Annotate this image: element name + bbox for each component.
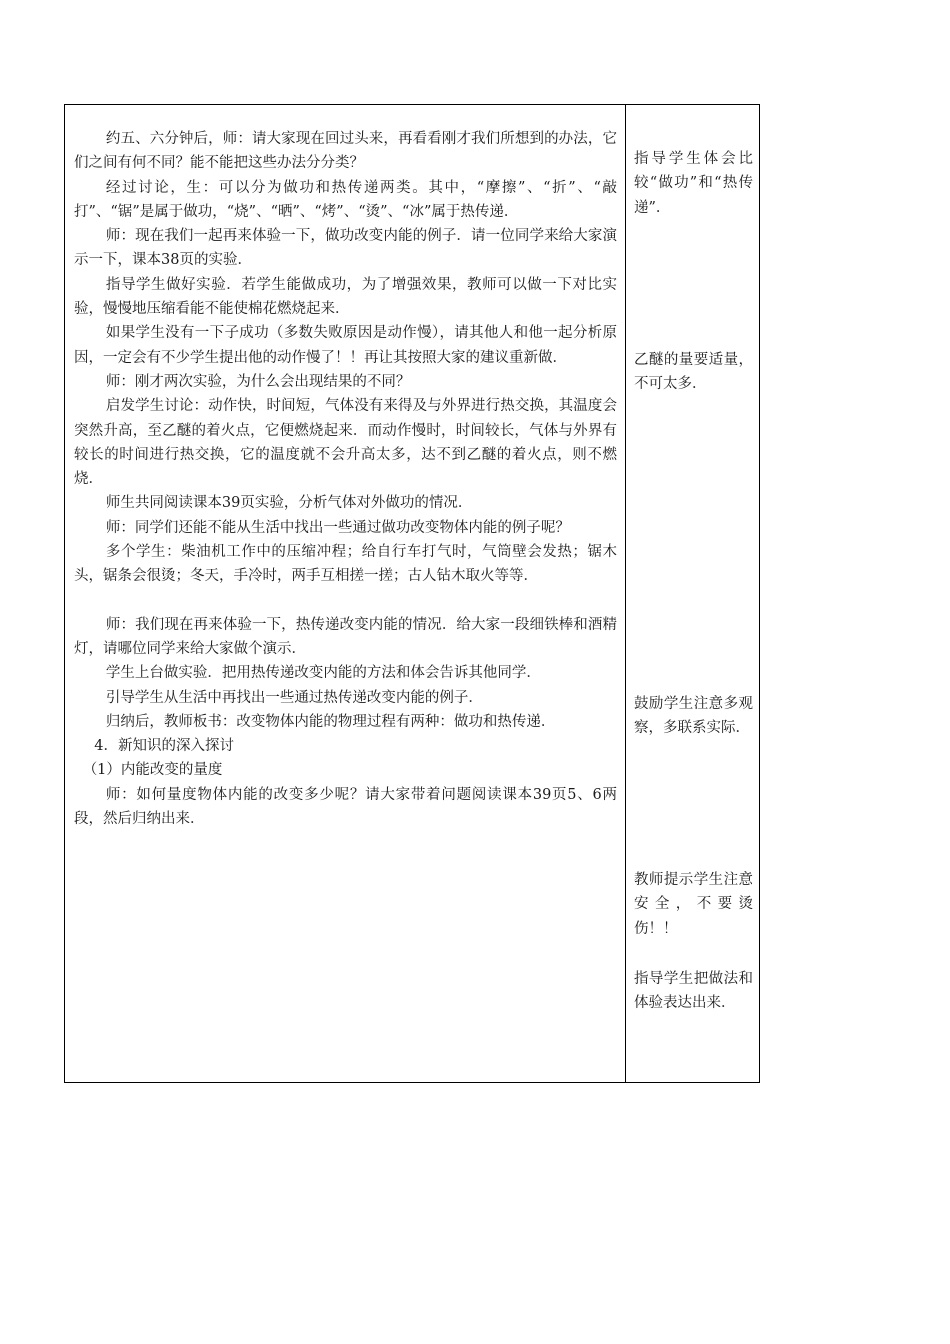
paragraph: 多个学生：柴油机工作中的压缩冲程；给自行车打气时，气筒壁会发热；锯木头，锯条会很烫；冬天，手冷时，两手互相搓一搓；古人钻木取火等等． bbox=[74, 544, 617, 585]
section-heading: 4．新知识的深入探讨 bbox=[94, 738, 235, 755]
side-note: 鼓励学生注意多观察，多联系实际． bbox=[634, 696, 753, 737]
side-note: 乙醚的量要适量，不可太多． bbox=[634, 352, 753, 393]
paragraph: 师：现在我们一起再来体验一下，做功改变内能的例子．请一位同学来给大家演示一下，课本38页的实验． bbox=[74, 228, 617, 269]
paragraph: 如果学生没有一下子成功（多数失败原因是动作慢），请其他人和他一起分析原因，一定会有不少学生提出他的动作慢了！！再让其按照大家的建议重新做． bbox=[74, 325, 617, 366]
paragraph: 启发学生讨论：动作快，时间短，气体没有来得及与外界进行热交换，其温度会突然升高，至乙醚的着火点，它便燃烧起来．而动作慢时，时间较长，气体与外界有较长的时间进行热交换，它的温度就不会升高太多，达不到乙醚的着火点，则不燃烧． bbox=[74, 398, 617, 488]
teaching-process-column bbox=[65, 105, 626, 1082]
paragraph: 经过讨论，生：可以分为做功和热传递两类。其中，“摩擦”、“折”、“敲打”、“锯”是属于做功，“烧”、“晒”、“烤”、“烫”、“冰”属于热传递． bbox=[74, 179, 617, 220]
lesson-table bbox=[64, 104, 760, 1083]
side-note: 教师提示学生注意安全，不要烫伤！！ bbox=[634, 872, 753, 937]
paragraph: 师：如何量度物体内能的改变多少呢？请大家带着问题阅读课本39页5、6两段，然后归纳出来． bbox=[74, 786, 617, 828]
paragraph: 师：同学们还能不能从生活中找出一些通过做功改变物体内能的例子呢？ bbox=[105, 519, 570, 536]
paragraph: 归纳后，教师板书：改变物体内能的物理过程有两种：做功和热传递． bbox=[105, 713, 556, 730]
subsection-heading: （1）内能改变的量度 bbox=[82, 762, 223, 779]
blank-line bbox=[74, 589, 617, 613]
paragraph: 约五、六分钟后，师：请大家现在回过头来，再看看刚才我们所想到的办法，它们之间有何不同？能不能把这些办法分分类？ bbox=[74, 131, 617, 172]
paragraph: 师：刚才两次实验，为什么会出现结果的不同？ bbox=[105, 373, 411, 390]
paragraph: 引导学生从生活中再找出一些通过热传递改变内能的例子． bbox=[105, 689, 483, 706]
side-note: 指导学生把做法和体验表达出来． bbox=[634, 971, 753, 1012]
paragraph: 师：我们现在再来体验一下，热传递改变内能的情况．给大家一段细铁棒和酒精灯，请哪位同学来给大家做个演示． bbox=[74, 616, 617, 657]
paragraph: 指导学生做好实验．若学生能做成功，为了增强效果，教师可以做一下对比实验，慢慢地压缩看能不能使棉花燃烧起来． bbox=[74, 276, 617, 318]
teaching-notes-column bbox=[626, 105, 759, 1082]
paragraph: 师生共同阅读课本39页实验，分析气体对外做功的情况． bbox=[105, 495, 473, 512]
paragraph: 学生上台做实验．把用热传递改变内能的方法和体会告诉其他同学． bbox=[105, 665, 541, 682]
side-note: 指导学生体会比较“做功”和“热传递”． bbox=[634, 151, 753, 216]
